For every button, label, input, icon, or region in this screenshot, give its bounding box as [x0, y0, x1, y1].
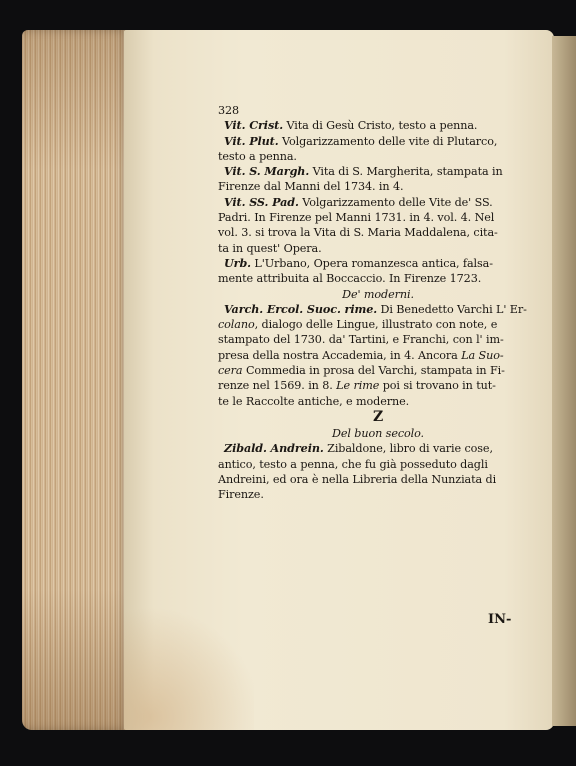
text-line: Vit. SS. Pad. Volgarizzamento delle Vite de' SS.	[224, 194, 493, 209]
page-text	[218, 103, 538, 502]
section-letter: Z	[372, 408, 384, 425]
text-line: cera Commedia in prosa del Varchi, stampata in Fi-	[218, 364, 505, 378]
text-line: Firenze.	[218, 488, 264, 502]
text-line: colano, dialogo delle Lingue, illustrato con note, e	[218, 318, 498, 332]
text-line: stampato del 1730. da' Tartini, e Franchi, con l' im-	[218, 333, 504, 347]
book-page-edges	[22, 30, 130, 730]
text-line: Urb. L'Urbano, Opera romanzesca antica, falsa-	[224, 255, 493, 270]
page-stain	[124, 600, 254, 730]
text-line: Zibald. Andrein. Zibaldone, libro di varie cose,	[224, 441, 493, 456]
heading-moderni: De' moderni.	[342, 287, 414, 301]
text-line: presa della nostra Accademia, in 4. Ancora La Suo-	[218, 348, 504, 362]
catchword: IN-	[488, 612, 512, 627]
page-number: 328	[218, 104, 240, 117]
text-line: ta in quest' Opera.	[218, 241, 322, 255]
text-line: Varch. Ercol. Suoc. rime. Di Benedetto Varchi L' Er-	[224, 301, 527, 316]
facing-page-edge	[552, 36, 576, 726]
text-line: antico, testo a penna, che fu già posseduto dagli	[218, 457, 488, 471]
text-line: vol. 3. si trova la Vita di S. Maria Maddalena, cita-	[218, 226, 498, 240]
text-line: mente attribuita al Boccaccio. In Firenze 1723.	[218, 272, 482, 286]
heading-buon-secolo: Del buon secolo.	[331, 426, 425, 440]
text-line: Andreini, ed ora è nella Libreria della Nunziata di	[218, 472, 497, 486]
text-line: Vit. S. Margh. Vita di S. Margherita, stampata in	[224, 164, 503, 179]
text-line: Vit. Plut. Volgarizzamento delle vite di Plutarco,	[224, 133, 498, 148]
text-line: Padri. In Firenze pel Manni 1731. in 4. vol. 4. Nel	[218, 211, 495, 225]
text-line: te le Raccolte antiche, e moderne.	[218, 394, 410, 408]
text-line: Vit. Crist. Vita di Gesù Cristo, testo a penna.	[224, 118, 478, 133]
text-line: renze nel 1569. in 8. Le rime poi si trovano in tut-	[218, 379, 496, 393]
text-line: testo a penna.	[218, 149, 297, 163]
text-line: Firenze dal Manni del 1734. in 4.	[218, 180, 404, 194]
